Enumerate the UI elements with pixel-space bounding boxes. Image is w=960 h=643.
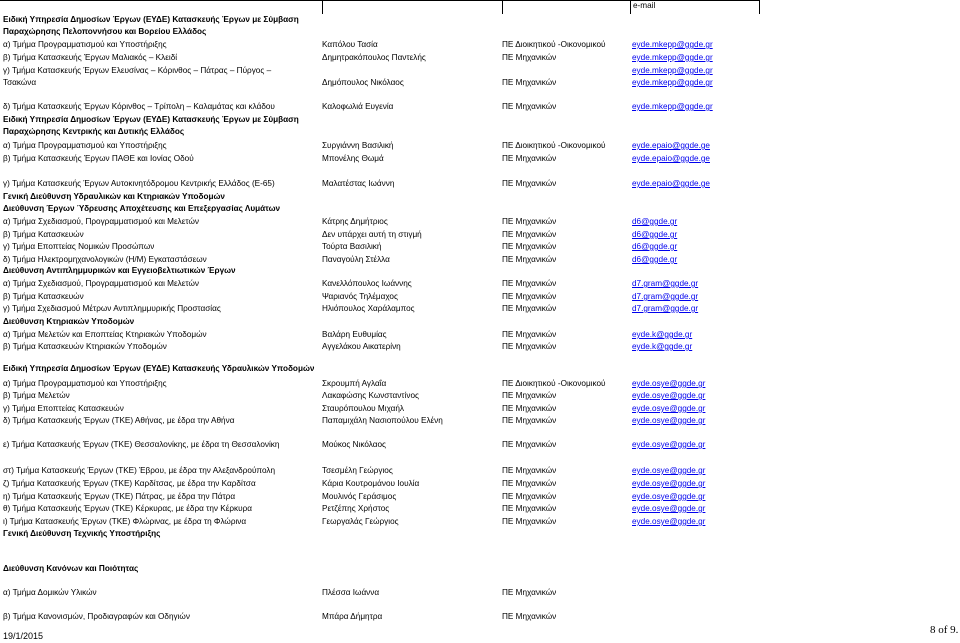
specialty-cell: ΠΕ Μηχανικών xyxy=(502,292,557,301)
specialty-cell: ΠΕ Μηχανικών xyxy=(502,279,557,288)
specialty-cell: ΠΕ Μηχανικών xyxy=(502,440,557,449)
specialty-cell: ΠΕ Μηχανικών xyxy=(502,416,557,425)
staff-name-cell: Τσεσμέλη Γεώργιος xyxy=(322,466,393,475)
blank-row xyxy=(0,538,760,551)
staff-name-cell: Λακαφώσης Κωνσταντίνος xyxy=(322,391,419,400)
table-row xyxy=(0,610,760,623)
email-link[interactable]: eyde.osye@ggde.gr xyxy=(632,517,706,526)
section-heading xyxy=(0,25,760,38)
department-cell: β) Τμήμα Κατασκευών Κτηριακών Υποδομών xyxy=(3,342,167,351)
specialty-cell: ΠΕ Διοικητικού -Οικονομικού xyxy=(502,40,606,49)
department-cell: α) Τμήμα Μελετών και Εποπτείας Κτηριακών Υποδομών xyxy=(3,330,207,339)
department-cell: β) Τμήμα Κατασκευής Έργων Μαλιακός – Κλειδί xyxy=(3,53,178,62)
specialty-cell: ΠΕ Μηχανικών xyxy=(502,342,557,351)
email-link[interactable]: eyde.mkepp@ggde.gr xyxy=(632,66,713,75)
table-row xyxy=(0,240,760,253)
section-title: Ειδική Υπηρεσία Δημοσίων Έργων (ΕΥΔΕ) Κατασκευής Έργων με Σύμβαση xyxy=(3,15,299,24)
email-link[interactable]: eyde.osye@ggde.gr xyxy=(632,466,706,475)
department-cell: α) Τμήμα Σχεδιασμού, Προγραμματισμού και Μελετών xyxy=(3,217,199,226)
email-link[interactable]: eyde.mkepp@ggde.gr xyxy=(632,40,713,49)
section-heading xyxy=(0,362,760,375)
department-cell: β) Τμήμα Κανονισμών, Προδιαγραφών και Οδηγιών xyxy=(3,612,190,621)
department-cell: Τσακώνα xyxy=(3,78,37,87)
specialty-cell: ΠΕ Μηχανικών xyxy=(502,304,557,313)
table-row xyxy=(0,477,760,490)
department-cell: ε) Τμήμα Κατασκευής Έργων (ΤΚΕ) Θεσσαλονίκης, με έδρα τη Θεσσαλονίκη xyxy=(3,440,280,449)
email-link[interactable]: eyde.k@ggde.gr xyxy=(632,330,693,339)
staff-name-cell: Συργιάννη Βασιλική xyxy=(322,141,394,150)
section-title: Διεύθυνση Κτηριακών Υποδομών xyxy=(3,317,135,326)
staff-name-cell: Κάρια Κουτρομάνου Ιουλία xyxy=(322,479,420,488)
email-link[interactable]: eyde.osye@ggde.gr xyxy=(632,416,706,425)
email-link[interactable]: d6@ggde.gr xyxy=(632,255,678,264)
specialty-cell: ΠΕ Μηχανικών xyxy=(502,179,557,188)
page-number: 8 of 9. xyxy=(930,624,959,636)
specialty-cell: ΠΕ Διοικητικού -Οικονομικού xyxy=(502,379,606,388)
table-row xyxy=(0,215,760,228)
email-link[interactable]: d6@ggde.gr xyxy=(632,217,678,226)
section-heading xyxy=(0,125,760,138)
staff-name-cell: Βαλάρη Ευθυμίας xyxy=(322,330,387,339)
email-link[interactable]: d6@ggde.gr xyxy=(632,242,678,251)
email-link[interactable]: eyde.k@ggde.gr xyxy=(632,342,693,351)
department-cell: η) Τμήμα Κατασκευής Έργων (ΤΚΕ) Πάτρας, με έδρα την Πάτρα xyxy=(3,492,236,501)
email-link[interactable]: d7.gram@ggde.gr xyxy=(632,292,699,301)
staff-name-cell: Καλοφωλιά Ευγενία xyxy=(322,102,394,111)
staff-name-cell: Καπόλου Τασία xyxy=(322,40,378,49)
specialty-cell: ΠΕ Μηχανικών xyxy=(502,492,557,501)
staff-name-cell: Κάτρης Δημήτριος xyxy=(322,217,388,226)
email-link[interactable]: eyde.epaio@ggde.ge xyxy=(632,179,710,188)
staff-name-cell: Αγγελάκου Αικατερίνη xyxy=(322,342,401,351)
specialty-cell: ΠΕ Μηχανικών xyxy=(502,588,557,597)
specialty-cell: ΠΕ Μηχανικών xyxy=(502,517,557,526)
email-link[interactable]: eyde.osye@ggde.gr xyxy=(632,440,706,449)
specialty-cell: ΠΕ Μηχανικών xyxy=(502,466,557,475)
specialty-cell: ΠΕ Μηχανικών xyxy=(502,504,557,513)
email-column-header: e-mail xyxy=(633,1,656,10)
table-row xyxy=(0,302,760,315)
section-title: Γενική Διεύθυνση Τεχνικής Υποστήριξης xyxy=(3,529,161,538)
section-heading xyxy=(0,264,760,277)
staff-name-cell: Σκρουμπή Αγλαΐα xyxy=(322,379,387,388)
specialty-cell: ΠΕ Μηχανικών xyxy=(502,102,557,111)
blank-row xyxy=(0,573,760,586)
table-row xyxy=(0,100,760,113)
department-cell: α) Τμήμα Σχεδιασμού, Προγραμματισμού και Μελετών xyxy=(3,279,199,288)
staff-name-cell: Μουλινός Γεράσιμος xyxy=(322,492,397,501)
specialty-cell: ΠΕ Μηχανικών xyxy=(502,330,557,339)
staff-name-cell: Κανελλόπουλος Ιωάννης xyxy=(322,279,412,288)
email-link[interactable]: eyde.osye@ggde.gr xyxy=(632,479,706,488)
department-cell: α) Τμήμα Προγραμματισμού και Υποστήριξης xyxy=(3,141,167,150)
staff-name-cell: Ρετζέπης Χρήστος xyxy=(322,504,390,513)
table-row xyxy=(0,502,760,515)
email-link[interactable]: eyde.osye@ggde.gr xyxy=(632,379,706,388)
department-cell: α) Τμήμα Προγραμματισμού και Υποστήριξης xyxy=(3,40,167,49)
table-row xyxy=(0,51,760,64)
email-link[interactable]: eyde.mkepp@ggde.gr xyxy=(632,102,713,111)
staff-name-cell: Δημητρακόπουλος Παντελής xyxy=(322,53,426,62)
section-title: Γενική Διεύθυνση Υδραυλικών και Κτηριακών Υποδομών xyxy=(3,192,225,201)
section-title: Ειδική Υπηρεσία Δημοσίων Έργων (ΕΥΔΕ) Κατασκευής Υδραυλικών Υποδομών xyxy=(3,364,315,373)
staff-name-cell: Τούρτα Βασιλική xyxy=(322,242,382,251)
specialty-cell: ΠΕ Διοικητικού -Οικονομικού xyxy=(502,141,606,150)
specialty-cell: ΠΕ Μηχανικών xyxy=(502,391,557,400)
table-row xyxy=(0,464,760,477)
specialty-cell: ΠΕ Μηχανικών xyxy=(502,217,557,226)
section-heading xyxy=(0,202,760,215)
staff-name-cell: Μούκος Νικόλαος xyxy=(322,440,386,449)
staff-name-cell: Ψαριανός Τηλέμαχος xyxy=(322,292,398,301)
department-cell: β) Τμήμα Μελετών xyxy=(3,391,70,400)
table-row xyxy=(0,277,760,290)
section-title: Διεύθυνση Κανόνων και Ποιότητας xyxy=(3,564,139,573)
staff-name-cell: Παπαμιχάλη Νασιοπούλου Ελένη xyxy=(322,416,443,425)
table-row xyxy=(0,177,760,190)
email-link[interactable]: eyde.epaio@ggde.ge xyxy=(632,141,710,150)
specialty-cell: ΠΕ Μηχανικών xyxy=(502,255,557,264)
email-link[interactable]: eyde.osye@ggde.gr xyxy=(632,391,706,400)
department-cell: γ) Τμήμα Εποπτείας Νομικών Προσώπων xyxy=(3,242,155,251)
department-cell: γ) Τμήμα Κατασκευής Έργων Ελευσίνας – Κόρινθος – Πάτρας – Πύργος – xyxy=(3,66,272,75)
department-cell: δ) Τμήμα Ηλεκτρομηχανολογικών (Η/Μ) Εγκαταστάσεων xyxy=(3,255,207,264)
specialty-cell: ΠΕ Μηχανικών xyxy=(502,78,557,87)
staff-name-cell: Ηλιόπουλος Χαράλαμπος xyxy=(322,304,415,313)
print-date: 19/1/2015 xyxy=(3,631,44,641)
department-cell: γ) Τμήμα Εποπτείας Κατασκευών xyxy=(3,404,124,413)
department-cell: δ) Τμήμα Κατασκευής Έργων Κόρινθος – Τρίπολη – Καλαμάτας και κλάδου xyxy=(3,102,275,111)
specialty-cell: ΠΕ Μηχανικών xyxy=(502,230,557,239)
staff-name-cell: Παναγούλη Στέλλα xyxy=(322,255,390,264)
section-heading xyxy=(0,315,760,328)
table-row xyxy=(0,38,760,51)
section-title: Παραχώρησης Πελοποννήσου και Βορείου Ελλάδος xyxy=(3,27,207,36)
section-title: Διεύθυνση Έργων Ύδρευσης Αποχέτευσης και Επεξεργασίας Λυμάτων xyxy=(3,204,281,213)
department-cell: β) Τμήμα Κατασκευών xyxy=(3,230,84,239)
email-link[interactable]: d7.gram@ggde.gr xyxy=(632,279,699,288)
table-row xyxy=(0,438,760,451)
department-cell: θ) Τμήμα Κατασκευής Έργων (ΤΚΕ) Κέρκυρας, με έδρα την Κέρκυρα xyxy=(3,504,253,513)
email-link[interactable]: eyde.osye@ggde.gr xyxy=(632,404,706,413)
department-cell: β) Τμήμα Κατασκευών xyxy=(3,292,84,301)
email-link[interactable]: eyde.epaio@ggde.ge xyxy=(632,154,710,163)
table-row xyxy=(0,139,760,152)
staff-name-cell: Μπονέλης Θωμά xyxy=(322,154,384,163)
department-cell: α) Τμήμα Δομικών Υλικών xyxy=(3,588,97,597)
email-link[interactable]: eyde.osye@ggde.gr xyxy=(632,504,706,513)
specialty-cell: ΠΕ Μηχανικών xyxy=(502,53,557,62)
department-cell: ζ) Τμήμα Κατασκευής Έργων (ΤΚΕ) Καρδίτσας, με έδρα την Καρδίτσα xyxy=(3,479,256,488)
specialty-cell: ΠΕ Μηχανικών xyxy=(502,612,557,621)
staff-name-cell: Μαλατέστας Ιωάννη xyxy=(322,179,395,188)
specialty-cell: ΠΕ Μηχανικών xyxy=(502,242,557,251)
staff-name-cell: Μπάρα Δήμητρα xyxy=(322,612,383,621)
email-link[interactable]: eyde.mkepp@ggde.gr xyxy=(632,53,713,62)
specialty-cell: ΠΕ Μηχανικών xyxy=(502,404,557,413)
department-cell: β) Τμήμα Κατασκευής Έργων ΠΑΘΕ και Ιονίας Οδού xyxy=(3,154,194,163)
table-row xyxy=(0,152,760,165)
department-cell: στ) Τμήμα Κατασκευής Έργων (ΤΚΕ) Έβρου, με έδρα την Αλεξανδρούπολη xyxy=(3,466,276,475)
email-link[interactable]: d7.gram@ggde.gr xyxy=(632,304,699,313)
staff-name-cell: Γεωργαλάς Γεώργιος xyxy=(322,517,399,526)
staff-name-cell: Πλέσσα Ιωάννα xyxy=(322,588,380,597)
department-cell: δ) Τμήμα Κατασκευής Έργων (ΤΚΕ) Αθήνας, με έδρα την Αθήνα xyxy=(3,416,235,425)
email-link[interactable]: eyde.mkepp@ggde.gr xyxy=(632,78,713,87)
specialty-cell: ΠΕ Μηχανικών xyxy=(502,154,557,163)
section-title: Διεύθυνση Αντιπλημμυρικών και Εγγειοβελτιωτικών Έργων xyxy=(3,266,236,275)
department-cell: γ) Τμήμα Κατασκευής Έργων Αυτοκινητόδρομου Κεντρικής Ελλάδος (Ε-65) xyxy=(3,179,275,188)
staff-name-cell: Δημόπουλος Νικόλαος xyxy=(322,78,404,87)
email-link[interactable]: d6@ggde.gr xyxy=(632,230,678,239)
section-title: Ειδική Υπηρεσία Δημοσίων Έργων (ΕΥΔΕ) Κατασκευής Έργων με Σύμβαση xyxy=(3,115,299,124)
staff-name-cell: Δεν υπάρχει αυτή τη στιγμή xyxy=(322,230,422,239)
department-cell: ι) Τμήμα Κατασκευής Έργων (ΤΚΕ) Φλώρινας, με έδρα τη Φλώρινα xyxy=(3,517,247,526)
table-row xyxy=(0,389,760,402)
staff-name-cell: Σταυρόπουλου Μιχαήλ xyxy=(322,404,405,413)
department-cell: α) Τμήμα Προγραμματισμού και Υποστήριξης xyxy=(3,379,167,388)
department-cell: γ) Τμήμα Σχεδιασμού Μέτρων Αντιπλημμυρικής Προστασίας xyxy=(3,304,221,313)
email-link[interactable]: eyde.osye@ggde.gr xyxy=(632,492,706,501)
specialty-cell: ΠΕ Μηχανικών xyxy=(502,479,557,488)
section-title: Παραχώρησης Κεντρικής και Δυτικής Ελλάδος xyxy=(3,127,185,136)
